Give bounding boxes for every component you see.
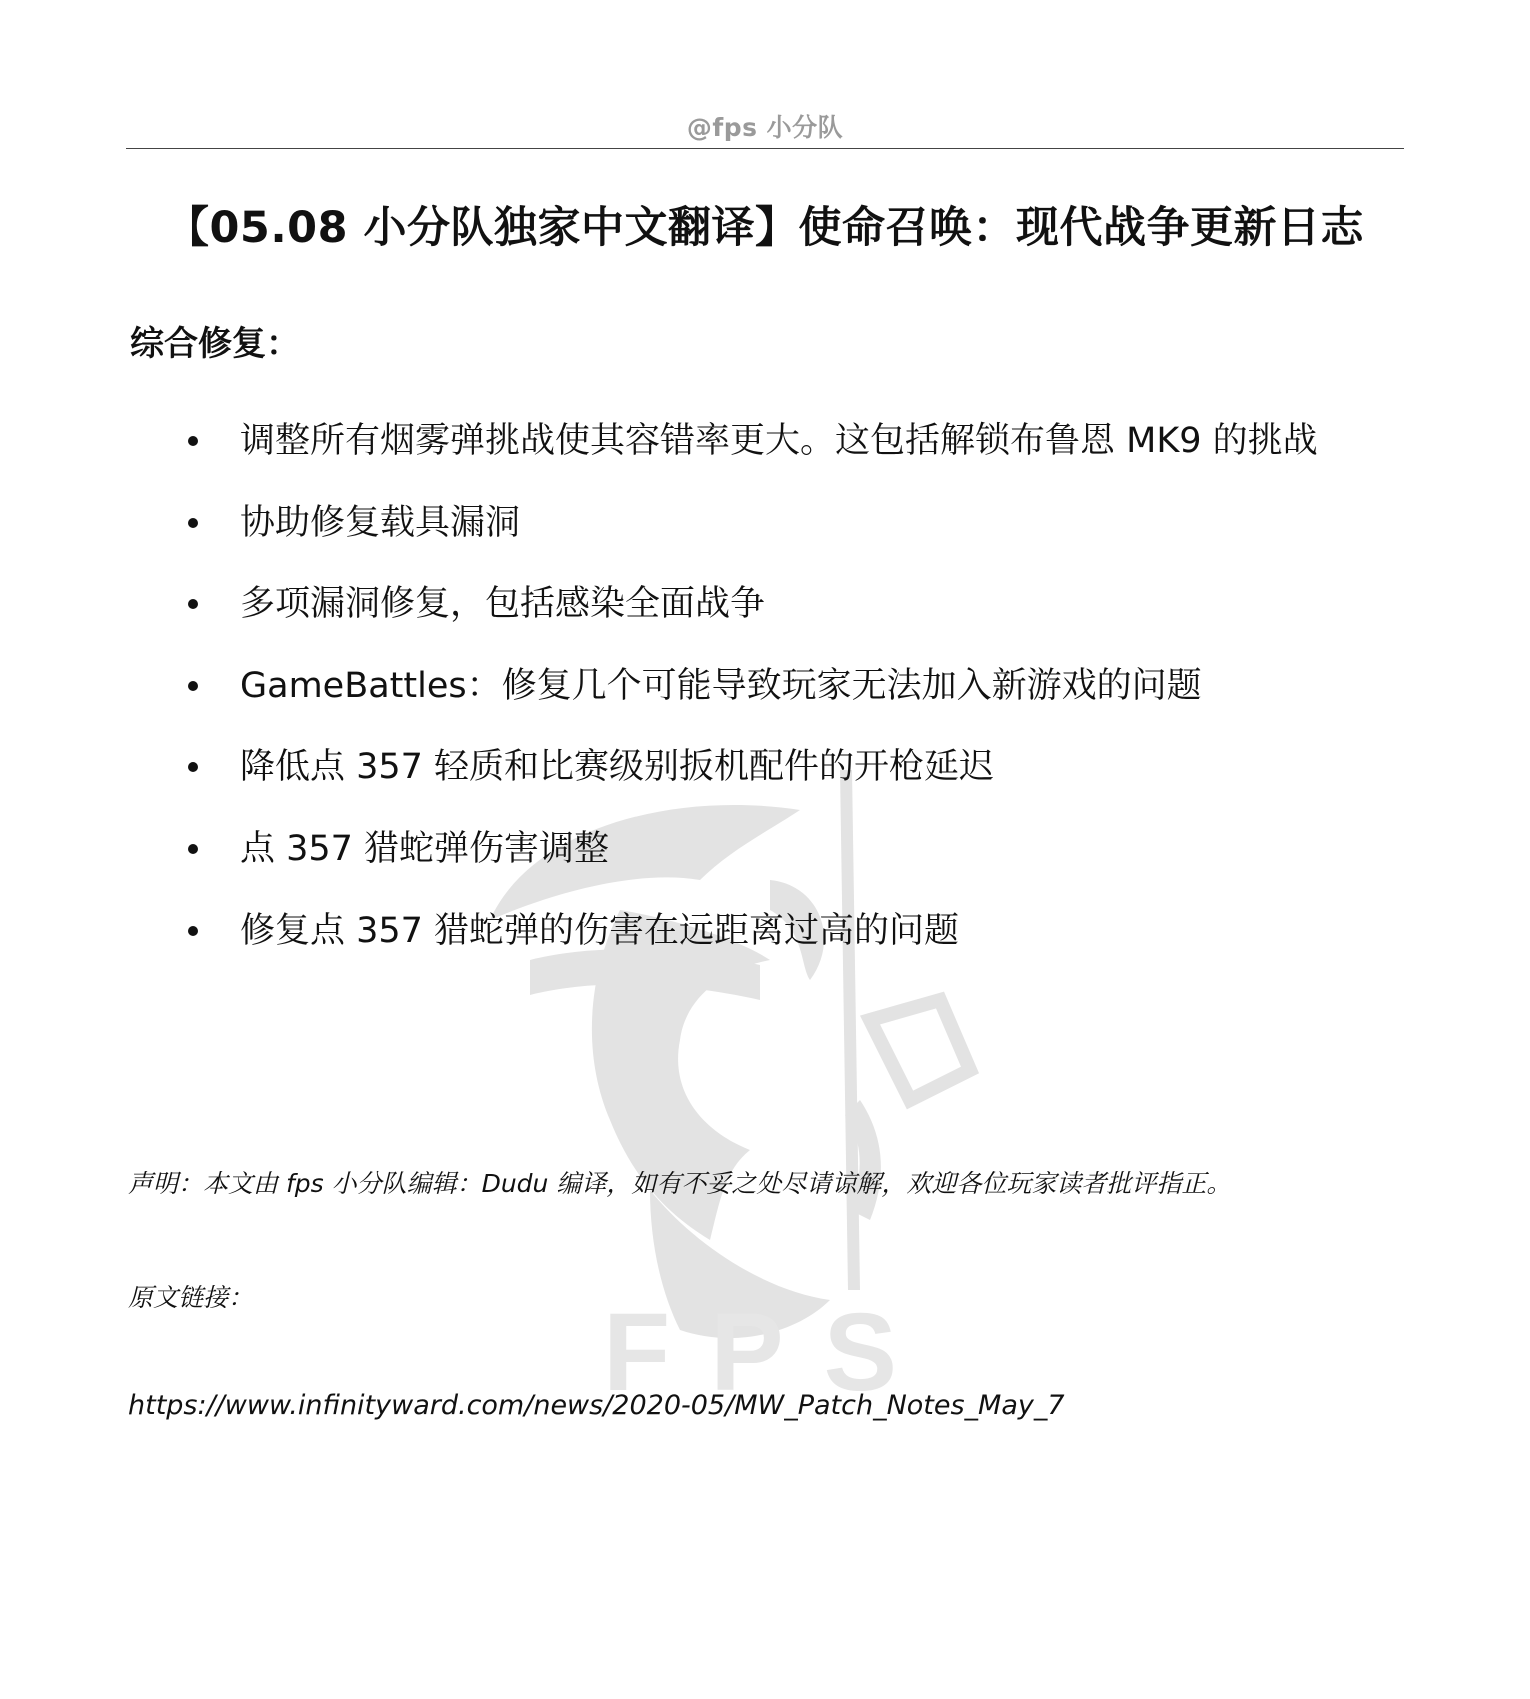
source-link-url[interactable]: https://www.infinityward.com/news/2020-05/MW_Patch_Notes_May_7 [128, 1390, 1065, 1421]
list-item [180, 583, 1420, 665]
bullet-icon [188, 762, 198, 772]
list-item [180, 746, 1420, 828]
bullet-icon [188, 844, 198, 854]
list-item [180, 828, 1420, 910]
list-item-text: 修复点 357 猎蛇弹的伤害在远距离过高的问题 [240, 910, 960, 951]
page-header-author: @fps 小分队 [686, 113, 844, 142]
list-item-text: 多项漏洞修复，包括感染全面战争 [240, 584, 766, 625]
bullet-icon [188, 436, 198, 446]
list-item-text: 点 357 猎蛇弹伤害调整 [240, 828, 610, 869]
list-item [180, 420, 1420, 502]
list-item-text: 协助修复载具漏洞 [240, 502, 521, 543]
list-item [180, 910, 1420, 992]
list-item-text: 调整所有烟雾弹挑战使其容错率更大。这包括解锁布鲁恩 MK9 的挑战 [240, 421, 1318, 461]
page-title: 【05.08 小分队独家中文翻译】使命召唤：现代战争更新日志 [166, 203, 1364, 253]
bullet-icon [188, 599, 198, 609]
bullet-icon [188, 681, 198, 691]
list-item [180, 502, 1420, 584]
list-item-text: 降低点 357 轻质和比赛级别扳机配件的开枪延迟 [240, 747, 995, 788]
header-divider [126, 148, 1404, 149]
disclaimer-text: 声明：本文由 fps 小分队编辑：Dudu 编译，如有不妥之处尽请谅解，欢迎各位玩家读者批评指正。 [128, 1169, 1232, 1198]
bullet-icon [188, 518, 198, 528]
list-item [180, 665, 1420, 747]
fps-logo-lettering: FPS [603, 1291, 937, 1410]
list-item-text: GameBattles：修复几个可能导致玩家无法加入新游戏的问题 [240, 665, 1202, 706]
source-link-label: 原文链接： [128, 1283, 254, 1312]
patch-notes-list [180, 420, 1420, 991]
bullet-icon [188, 926, 198, 936]
section-heading: 综合修复： [130, 324, 300, 364]
